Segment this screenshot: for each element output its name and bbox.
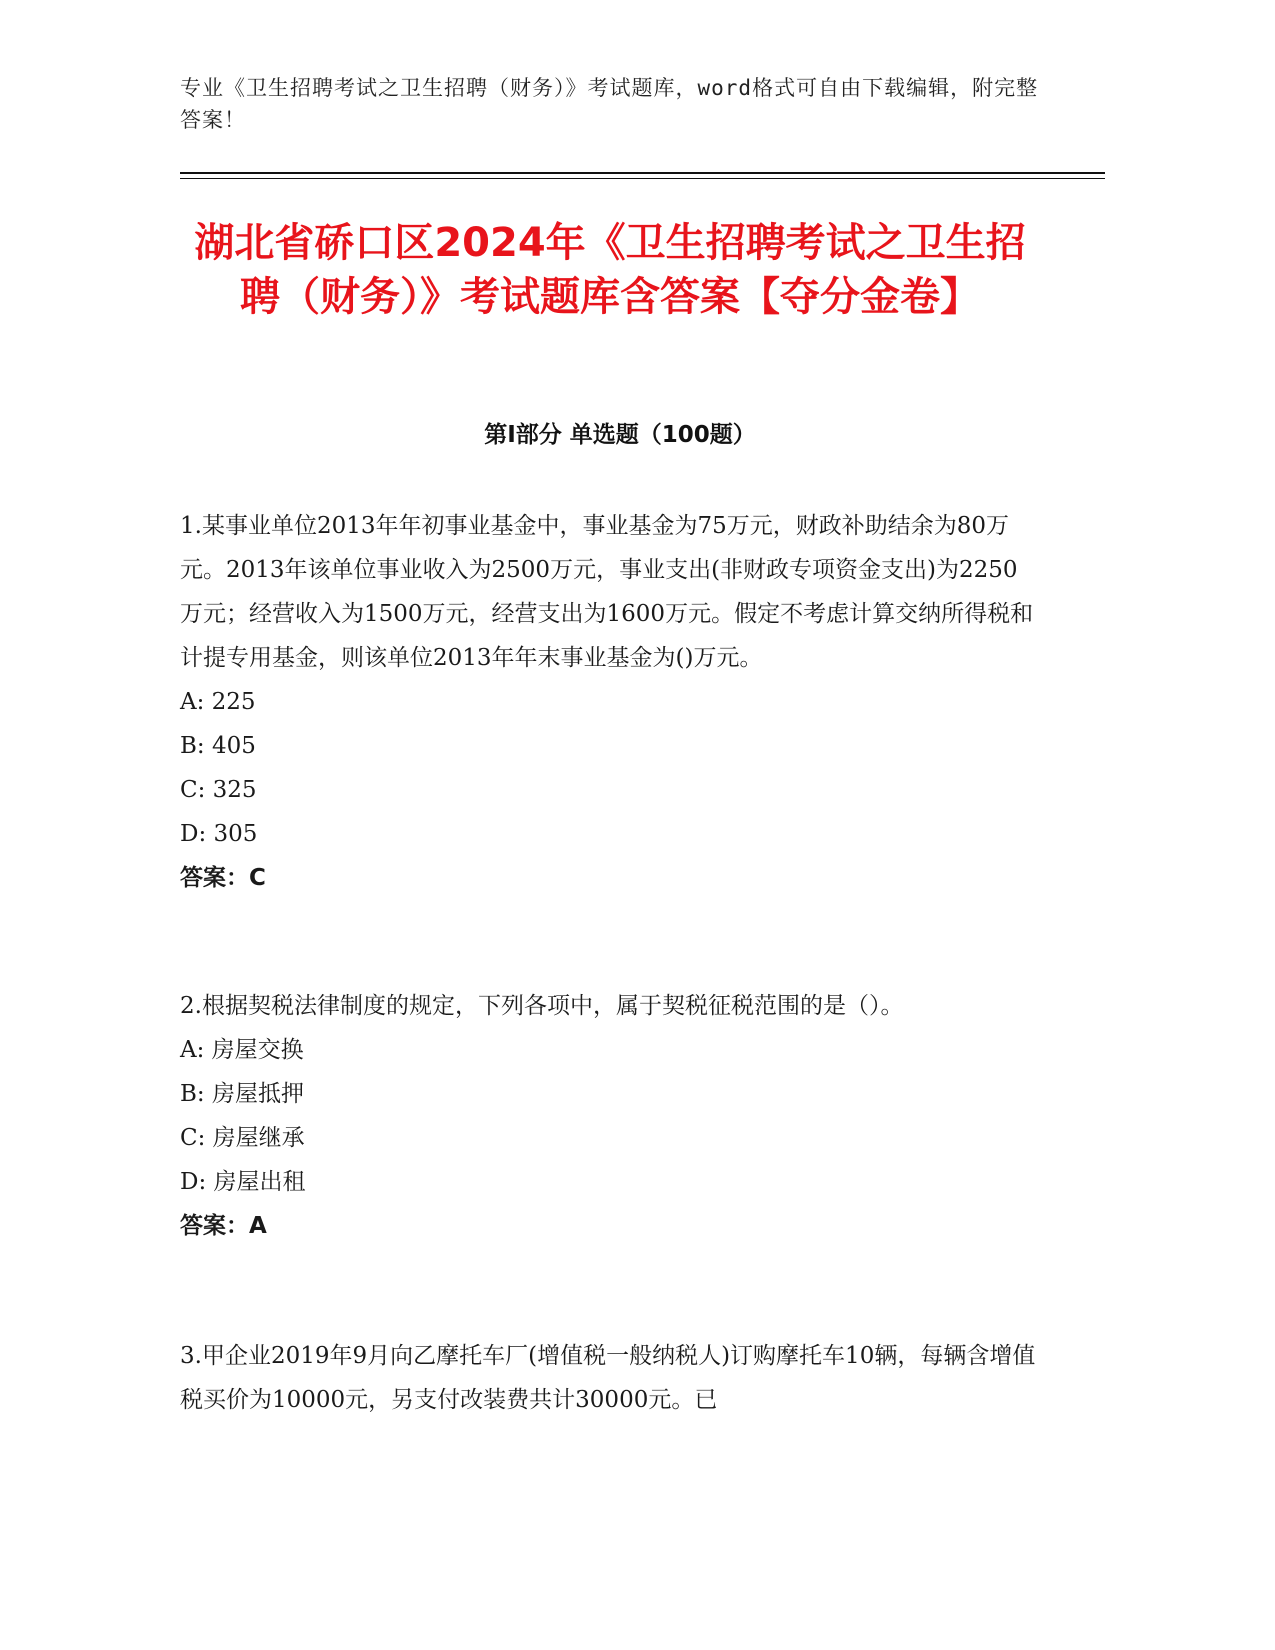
option-c: C: 325 [180,777,257,803]
option-c: C: 房屋继承 [180,1125,305,1151]
header-divider-thin [180,178,1105,179]
answer-label: 答案：A [180,1213,267,1239]
question-stem: 3.甲企业2019年9月向乙摩托车厂(增值税一般纳税人)订购摩托车10辆，每辆含增值税买价为10000元，另支付改装费共计30000元。已 [180,1343,1036,1413]
answer-label: 答案：C [180,865,266,891]
option-d: D: 房屋出租 [180,1169,306,1195]
option-a: A: 225 [180,689,256,715]
header-divider-thick [180,172,1105,174]
section-heading: 第Ⅰ部分 单选题（100题） [484,422,756,448]
option-d: D: 305 [180,821,258,847]
option-b: B: 405 [180,733,256,759]
header-note: 专业《卫生招聘考试之卫生招聘（财务）》考试题库，word格式可自由下载编辑，附完整答案！ [180,76,1039,132]
document-title: 湖北省硚口区2024年《卫生招聘考试之卫生招聘（财务）》考试题库含答案【夺分金卷】 [194,220,1026,320]
question-stem: 1.某事业单位2013年年初事业基金中，事业基金为75万元，财政补助结余为80万元。2013年该单位事业收入为2500万元，事业支出(非财政专项资金支出)为2250万元；经营收入为1500万元，经营支出为1600万元。假定不考虑计算交纳所得税和计提专用基金，则该单位2013年年末事业基金为()万元。 [180,513,1034,671]
question-stem: 2.根据契税法律制度的规定，下列各项中，属于契税征税范围的是（）。 [180,993,904,1019]
option-b: B: 房屋抵押 [180,1081,304,1107]
question-item [180,1334,1040,1422]
question-item [180,984,1040,1248]
option-a: A: 房屋交换 [180,1037,304,1063]
question-item [180,504,1040,900]
